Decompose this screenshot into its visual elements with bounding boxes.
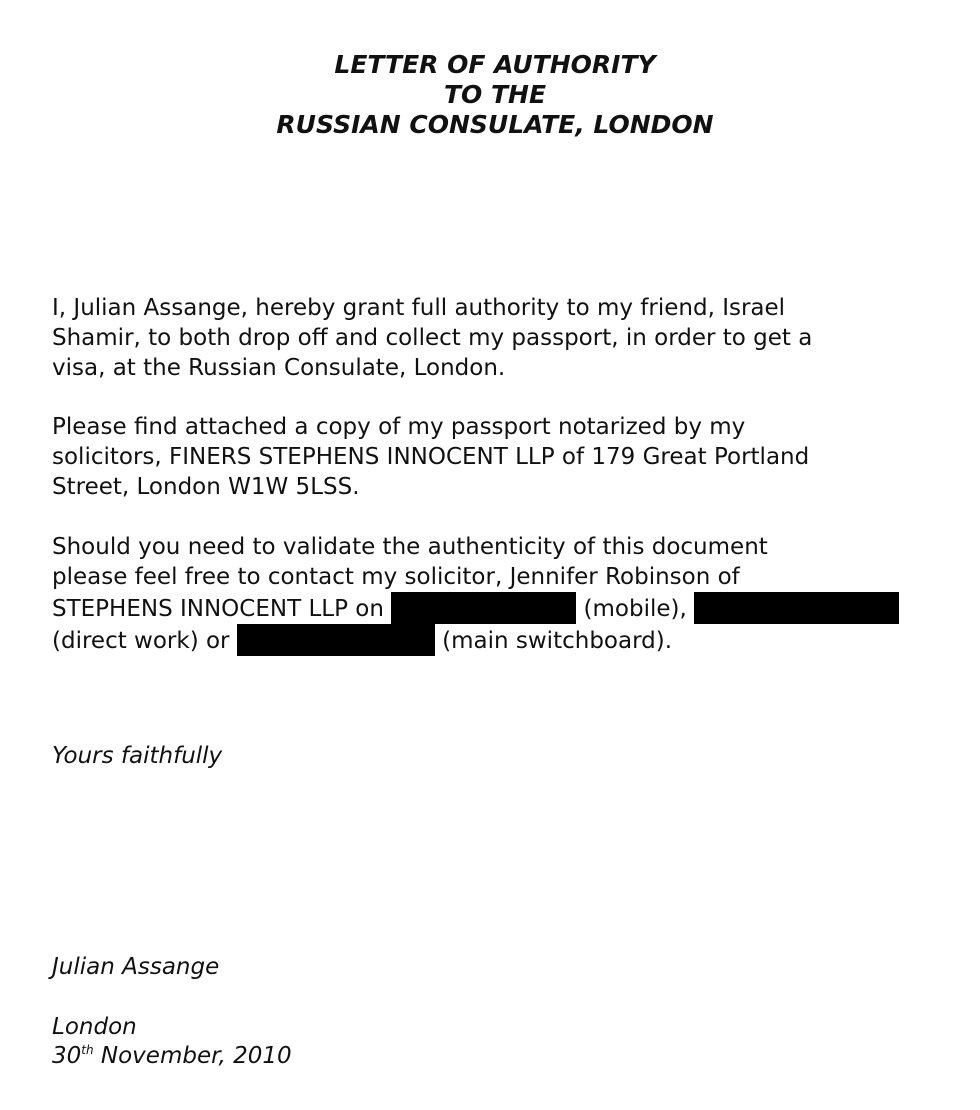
- date-ordinal: th: [81, 1043, 94, 1057]
- title-line-3: RUSSIAN CONSULATE, LONDON: [276, 110, 714, 139]
- authority-paragraph: [52, 293, 962, 383]
- contact-text: (direct work) or: [52, 628, 237, 654]
- title-line-1: LETTER OF AUTHORITY: [334, 50, 656, 79]
- paragraph-line: please feel free to contact my solicitor, Jennifer Robinson of: [52, 564, 740, 590]
- paragraph-line: Street, London W1W 5LSS.: [52, 474, 360, 500]
- contact-text: STEPHENS INNOCENT LLP on: [52, 596, 392, 622]
- redacted-mobile-number: [391, 592, 576, 624]
- paragraph-line: [52, 592, 962, 624]
- contact-text: (mobile),: [576, 596, 695, 622]
- paragraph-line: Please find attached a copy of my passport notarized by my: [52, 414, 746, 440]
- closing-salutation: Yours faithfully: [52, 743, 223, 769]
- date-day: 30: [52, 1043, 82, 1069]
- signature-name: Julian Assange: [52, 954, 220, 980]
- title-line-2: TO THE: [443, 80, 547, 109]
- letter-date: [52, 1041, 292, 1071]
- letter-place: London: [52, 1014, 137, 1040]
- paragraph-line: visa, at the Russian Consulate, London.: [52, 355, 506, 381]
- redacted-direct-number: [694, 592, 899, 624]
- paragraph-line: Should you need to validate the authenticity of this document: [52, 534, 768, 560]
- paragraph-line: [52, 624, 962, 656]
- paragraph-line: Shamir, to both drop off and collect my passport, in order to get a: [52, 325, 813, 351]
- letter-title: [0, 50, 980, 140]
- contact-paragraph: [52, 532, 962, 656]
- paragraph-line: I, Julian Assange, hereby grant full authority to my friend, Israel: [52, 295, 786, 321]
- redacted-switchboard-number: [237, 624, 435, 656]
- attachment-paragraph: [52, 412, 962, 502]
- paragraph-line: solicitors, FINERS STEPHENS INNOCENT LLP of 179 Great Portland: [52, 444, 810, 470]
- contact-text: (main switchboard).: [434, 628, 673, 654]
- date-rest: November, 2010: [93, 1043, 292, 1069]
